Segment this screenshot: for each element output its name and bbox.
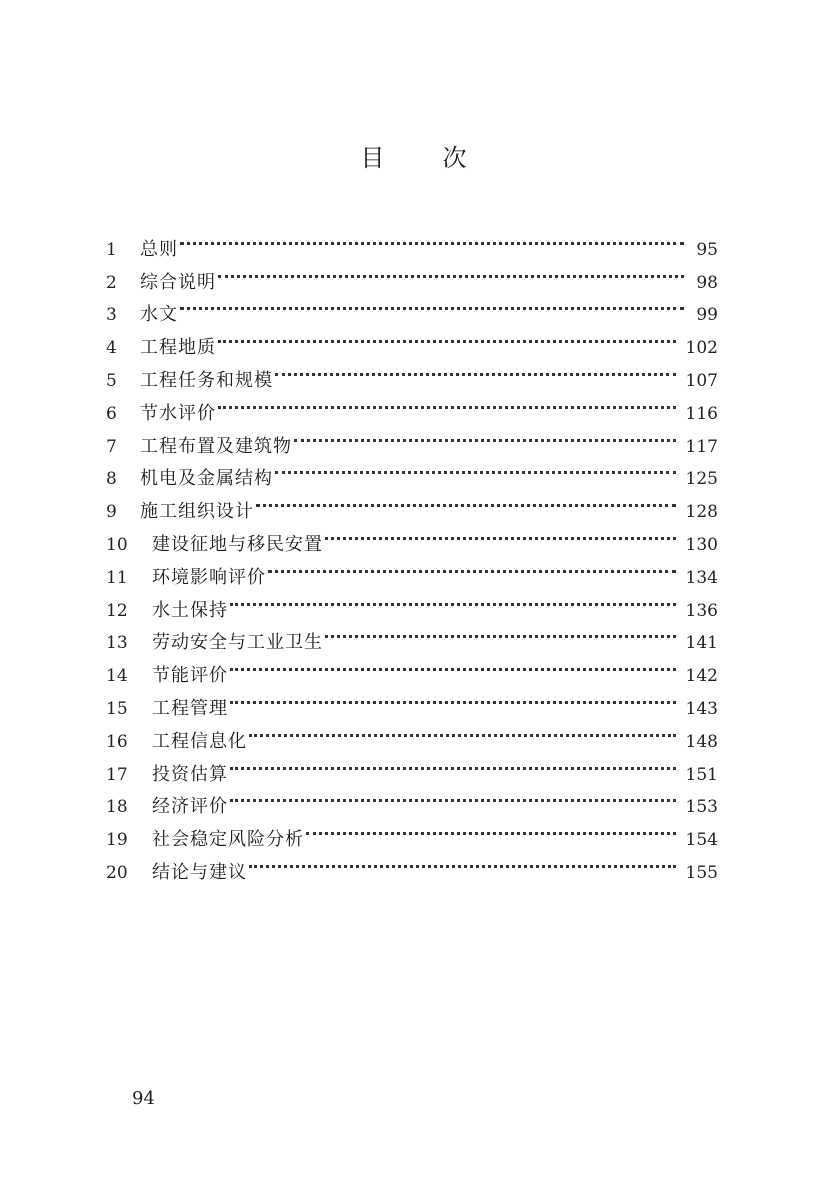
toc-entry-number: 14 (106, 666, 128, 687)
title-char-1: 目 (360, 144, 385, 172)
toc-dot-leader (180, 222, 684, 255)
toc-entry-number: 8 (106, 469, 117, 490)
toc-entry-label: 工程布置及建筑物 (140, 435, 292, 457)
toc-entry-label: 工程任务和规模 (140, 369, 273, 391)
toc-entry-page: 95 (696, 239, 718, 260)
toc-entry-page: 153 (685, 797, 718, 818)
toc-entry[interactable] (106, 320, 718, 359)
toc-dot-leader (218, 386, 676, 419)
toc-entry-number: 1 (106, 239, 117, 260)
page-title (0, 138, 827, 173)
toc-dot-leader (256, 484, 676, 517)
toc-dot-leader (268, 550, 676, 583)
toc-entry-label: 建设征地与移民安置 (152, 533, 323, 555)
toc-entry-page: 134 (685, 567, 718, 588)
toc-entry-label: 结论与建议 (152, 861, 247, 883)
toc-dot-leader (249, 714, 676, 747)
toc-entry-label: 工程信息化 (152, 730, 247, 752)
toc-entry-label: 环境影响评价 (152, 566, 266, 588)
toc-entry-number: 19 (106, 830, 128, 851)
toc-entry-page: 142 (685, 666, 718, 687)
toc-entry-number: 5 (106, 370, 117, 391)
toc-entry-number: 12 (106, 600, 128, 621)
toc-dot-leader (230, 583, 676, 616)
toc-entry-label: 施工组织设计 (140, 501, 254, 523)
title-char-2: 次 (442, 144, 467, 172)
toc-entry-page: 128 (685, 502, 718, 523)
toc-entry-label: 经济评价 (152, 796, 228, 818)
toc-entry[interactable] (106, 255, 718, 293)
toc-entry-page: 98 (696, 272, 718, 293)
toc-dot-leader (230, 747, 676, 780)
table-of-contents (106, 222, 718, 883)
toc-entry-label: 劳动安全与工业卫生 (152, 632, 323, 654)
toc-entry-page: 148 (685, 731, 718, 752)
toc-entry-number: 13 (106, 633, 128, 654)
toc-entry-number: 7 (106, 436, 117, 457)
toc-entry-number: 6 (106, 403, 117, 424)
toc-entry-label: 工程地质 (140, 337, 216, 359)
toc-entry-number: 17 (106, 764, 128, 785)
toc-entry-page: 102 (685, 338, 718, 359)
toc-entry-label: 节水评价 (140, 402, 216, 424)
toc-entry-number: 20 (106, 862, 128, 883)
toc-entry-page: 143 (685, 698, 718, 719)
toc-entry-label: 节能评价 (152, 665, 228, 687)
toc-entry-label: 水文 (140, 304, 178, 326)
toc-dot-leader (230, 648, 676, 681)
toc-entry-page: 99 (696, 305, 718, 326)
toc-dot-leader (218, 320, 676, 353)
toc-entry-page: 141 (685, 633, 718, 654)
toc-entry[interactable] (106, 222, 718, 260)
toc-dot-leader (180, 288, 684, 321)
toc-entry-page: 107 (685, 370, 718, 391)
toc-entry[interactable] (106, 288, 718, 326)
toc-dot-leader (325, 616, 676, 649)
toc-entry-label: 综合说明 (140, 271, 216, 293)
toc-entry-number: 3 (106, 305, 117, 326)
toc-entry-page: 125 (685, 469, 718, 490)
toc-entry-number: 4 (106, 338, 117, 359)
toc-entry-label: 社会稳定风险分析 (152, 829, 304, 851)
toc-entry-number: 18 (106, 797, 128, 818)
toc-dot-leader (275, 353, 676, 386)
toc-entry-label: 投资估算 (152, 763, 228, 785)
toc-entry-label: 水土保持 (152, 599, 228, 621)
toc-dot-leader (218, 255, 684, 288)
toc-entry-number: 16 (106, 731, 128, 752)
toc-entry-page: 136 (685, 600, 718, 621)
toc-entry-page: 154 (685, 830, 718, 851)
toc-entry-number: 2 (106, 272, 117, 293)
toc-entry-page: 116 (685, 403, 718, 424)
toc-dot-leader (249, 845, 676, 878)
toc-entry-label: 机电及金属结构 (140, 468, 273, 490)
toc-entry-label: 总则 (140, 238, 178, 260)
toc-entry-page: 151 (685, 764, 718, 785)
toc-entry-number: 11 (106, 567, 128, 588)
toc-entry-label: 工程管理 (152, 697, 228, 719)
toc-dot-leader (230, 780, 676, 813)
footer-page-number: 94 (132, 1088, 155, 1109)
toc-entry-number: 9 (106, 502, 117, 523)
toc-entry-page: 155 (685, 862, 718, 883)
toc-dot-leader (306, 812, 676, 845)
toc-dot-leader (294, 419, 676, 452)
toc-entry-page: 130 (685, 534, 718, 555)
toc-dot-leader (230, 681, 676, 714)
toc-dot-leader (275, 452, 676, 485)
toc-entry-number: 15 (106, 698, 128, 719)
toc-dot-leader (325, 517, 676, 550)
toc-entry-number: 10 (106, 534, 128, 555)
toc-entry-page: 117 (685, 436, 718, 457)
